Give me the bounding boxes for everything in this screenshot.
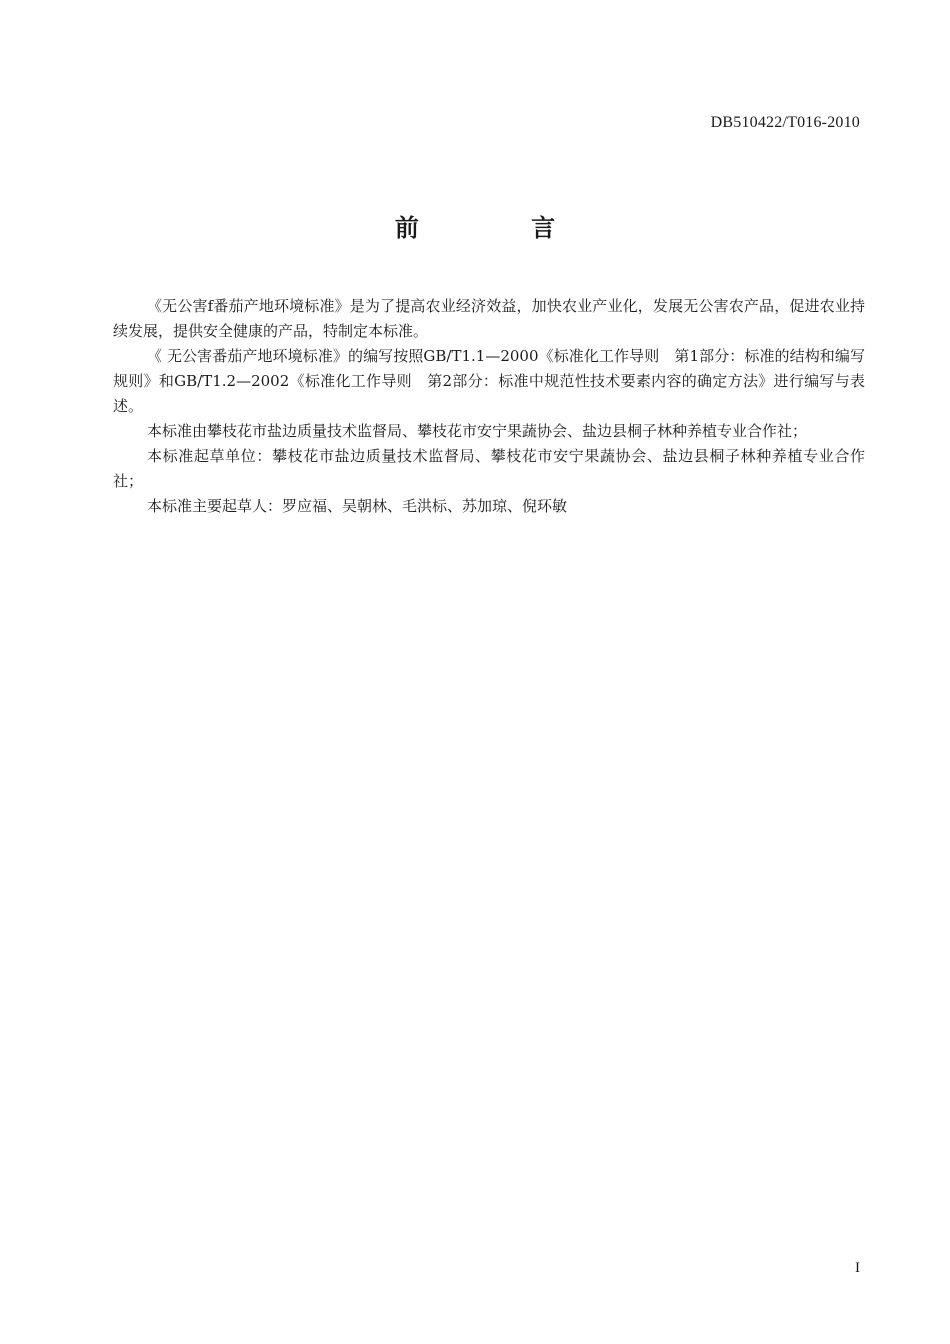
- page-title: 前 言: [394, 214, 608, 242]
- paragraph-purpose: 《无公害f番茄产地环境标准》是为了提高农业经济效益，加快农业产业化，发展无公害农产品，促进农业持续发展，提供安全健康的产品，特制定本标准。: [113, 297, 865, 340]
- page-number: I: [855, 1260, 860, 1276]
- paragraph-drafters: 本标准主要起草人：罗应福、吴朝林、毛洪标、苏加琼、倪环敏: [147, 497, 568, 515]
- paragraph-drafting-rules: 《 无公害番茄产地环境标准》的编写按照GB/T1.1—2000《标准化工作导则 第1部分：标准的结构和编写规则》和GB/T1.2—2002《标准化工作导则 第2部分：标准中规范性技术要素内容的确定方法》进行编写与表述。: [113, 347, 865, 415]
- foreword-body: [113, 294, 865, 519]
- document-number: DB510422/T016-2010: [710, 114, 860, 131]
- paragraph-proposer: 本标准由攀枝花市盐边质量技术监督局、攀枝花市安宁果蔬协会、盐边县桐子林种养植专业合作社；: [147, 422, 808, 440]
- paragraph-drafting-units: 本标准起草单位：攀枝花市盐边质量技术监督局、攀枝花市安宁果蔬协会、盐边县桐子林种养植专业合作社；: [113, 447, 865, 490]
